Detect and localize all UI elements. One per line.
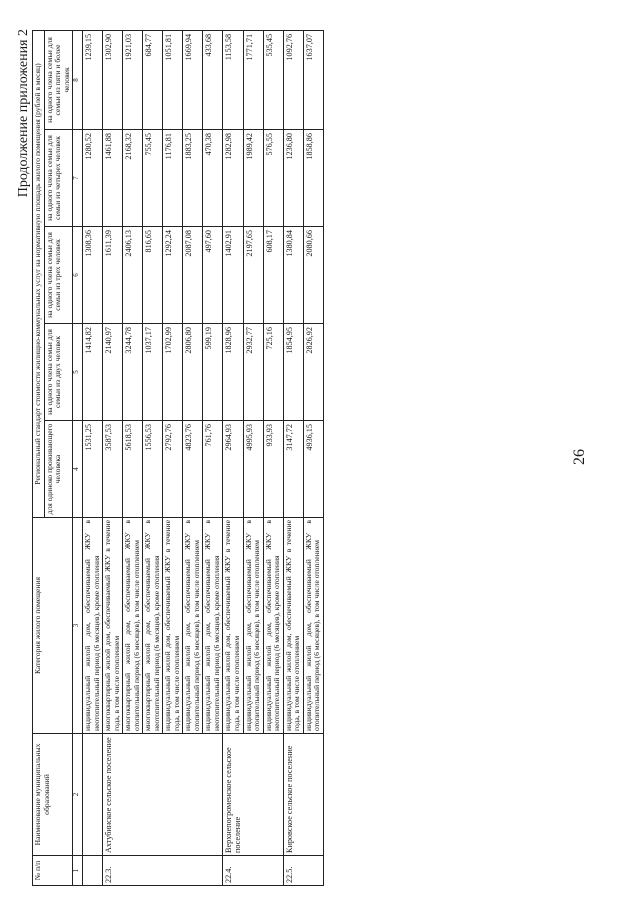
cost-value: 1828,96 (223, 324, 244, 421)
cost-value: 1414,82 (83, 324, 103, 421)
housing-category: многоквартирный жилой дом, обеспечиваемый ЖКУ в неотопительный период (6 месяцев), кроме отопления (143, 518, 163, 734)
cost-value: 684,77 (143, 30, 163, 129)
cost-value: 1176,81 (163, 130, 183, 227)
cost-value: 1092,76 (283, 30, 303, 129)
row-index (203, 856, 223, 886)
cost-value: 725,16 (263, 324, 283, 421)
cost-value: 1702,99 (163, 324, 183, 421)
cost-value: 1236,80 (283, 130, 303, 227)
cost-value: 3147,72 (283, 421, 303, 518)
housing-category: индивидуальный жилой дом, обеспечиваемый ЖКУ в течение года, в том числе отоплением (283, 518, 303, 734)
cost-value: 1282,98 (223, 130, 244, 227)
municipality-name (243, 734, 263, 856)
cost-value: 1461,88 (103, 130, 123, 227)
cost-value: 2792,76 (163, 421, 183, 518)
cost-value: 1239,15 (83, 30, 103, 129)
housing-standard-table (32, 30, 324, 886)
cost-value: 433,68 (203, 30, 223, 129)
column-number: 7 (73, 130, 83, 227)
table-row (163, 30, 183, 885)
column-number: 2 (73, 734, 83, 856)
municipality-name (83, 734, 103, 856)
municipality-name: Верхнепогроменское сельское поселение (223, 734, 244, 856)
cost-value: 2826,92 (303, 324, 323, 421)
cost-value: 1308,36 (83, 227, 103, 324)
table-row (143, 30, 163, 885)
cost-value: 2197,65 (243, 227, 263, 324)
cost-value: 2964,93 (223, 421, 244, 518)
cost-value: 2140,97 (103, 324, 123, 421)
header-category: Категория жилого помещения (33, 518, 73, 734)
cost-value: 4995,93 (243, 421, 263, 518)
cost-value: 1669,94 (183, 30, 203, 129)
column-number: 3 (73, 518, 83, 734)
cost-value: 470,38 (203, 130, 223, 227)
column-number: 4 (73, 421, 83, 518)
cost-value: 1611,39 (103, 227, 123, 324)
header-two-person: на одного члена семьи для семьи из двух человек (44, 324, 73, 421)
table-row (263, 30, 283, 885)
column-number: 6 (73, 227, 83, 324)
column-number: 8 (73, 30, 83, 129)
cost-value: 1989,42 (243, 130, 263, 227)
cost-value: 1883,25 (183, 130, 203, 227)
header-three-person: на одного члена семьи для семьи из трех человек (44, 227, 73, 324)
cost-value: 2087,08 (183, 227, 203, 324)
housing-category: индивидуальный жилой дом, обеспечиваемый ЖКУ в отопительный период (6 месяцев), в том числе отоплением (243, 518, 263, 734)
cost-value: 4936,15 (303, 421, 323, 518)
housing-category: индивидуальный жилой дом, обеспечиваемый ЖКУ в неотопительный период (6 месяцев), кроме отопления (83, 518, 103, 734)
cost-value: 599,19 (203, 324, 223, 421)
municipality-name (183, 734, 203, 856)
municipality-name (123, 734, 143, 856)
cost-value: 933,93 (263, 421, 283, 518)
cost-value: 1037,17 (143, 324, 163, 421)
header-municipality: Наименование муниципальных образований (33, 734, 73, 856)
cost-value: 1556,53 (143, 421, 163, 518)
cost-value: 3587,53 (103, 421, 123, 518)
table-body (83, 30, 324, 885)
table-row (123, 30, 143, 885)
cost-value: 2932,77 (243, 324, 263, 421)
cost-value: 1771,71 (243, 30, 263, 129)
cost-value: 816,65 (143, 227, 163, 324)
municipality-name (263, 734, 283, 856)
municipality-name: Кировское сельское поселение (283, 734, 303, 856)
municipality-name (303, 734, 323, 856)
table-row (283, 30, 303, 885)
row-index (123, 856, 143, 886)
housing-category: индивидуальный жилой дом, обеспечиваемый ЖКУ в неотопительный период (6 месяцев), кроме отопления (263, 518, 283, 734)
row-index (163, 856, 183, 886)
header-five-plus-person: на одного члена семьи для семьи из пяти и более человек (44, 30, 73, 129)
row-index (83, 856, 103, 886)
row-index (303, 856, 323, 886)
cost-value: 1153,58 (223, 30, 244, 129)
row-index: 22.4. (223, 856, 244, 886)
cost-value: 497,60 (203, 227, 223, 324)
cost-value: 1051,81 (163, 30, 183, 129)
row-index: 22.5. (283, 856, 303, 886)
column-number-row (73, 30, 83, 885)
municipality-name (143, 734, 163, 856)
row-index (243, 856, 263, 886)
header-number: № п/п (33, 856, 73, 886)
cost-value: 608,17 (263, 227, 283, 324)
cost-value: 1637,07 (303, 30, 323, 129)
municipality-name (203, 734, 223, 856)
table-row (183, 30, 203, 885)
header-regional-standard: Региональный стандарт стоимости жилищно-коммунальных услуг на нормативную площадь жилого помещения (рублей в месяц) (33, 30, 45, 517)
cost-value: 1280,52 (83, 130, 103, 227)
cost-value: 1402,91 (223, 227, 244, 324)
cost-value: 2806,80 (183, 324, 203, 421)
cost-value: 761,76 (203, 421, 223, 518)
table-row (203, 30, 223, 885)
cost-value: 2406,13 (123, 227, 143, 324)
municipality-name (163, 734, 183, 856)
housing-category: индивидуальный жилой дом, обеспечиваемый ЖКУ в отопительный период (6 месяцев), в том числе отоплением (183, 518, 203, 734)
municipality-name: Ахтубинское сельское поселение (103, 734, 123, 856)
cost-value: 3244,78 (123, 324, 143, 421)
cost-value: 576,55 (263, 130, 283, 227)
row-index (143, 856, 163, 886)
housing-category: индивидуальный жилой дом, обеспечиваемый ЖКУ в неотопительный период (6 месяцев), кроме отопления (203, 518, 223, 734)
housing-category: многоквартирный жилой дом, обеспечиваемый ЖКУ в течение года, в том числе отоплением (103, 518, 123, 734)
header-single-person: для одиноко проживающего человека (44, 421, 73, 518)
row-index (263, 856, 283, 886)
table-row (243, 30, 263, 885)
cost-value: 2080,66 (303, 227, 323, 324)
page-number: 26 (571, 449, 588, 465)
table-row (223, 30, 244, 885)
cost-value: 1858,86 (303, 130, 323, 227)
cost-value: 1292,24 (163, 227, 183, 324)
housing-category: многоквартирный жилой дом, обеспечиваемый ЖКУ в отопительный период (6 месяцев), в том числе отоплением (123, 518, 143, 734)
cost-value: 5618,53 (123, 421, 143, 518)
cost-value: 1531,25 (83, 421, 103, 518)
row-index: 22.3. (103, 856, 123, 886)
table-row (103, 30, 123, 885)
table-header (33, 30, 83, 885)
continuation-title: Продолжение приложения 2 (16, 29, 31, 198)
cost-value: 2168,32 (123, 130, 143, 227)
table-row (303, 30, 323, 885)
cost-value: 1854,95 (283, 324, 303, 421)
cost-value: 1302,90 (103, 30, 123, 129)
cost-value: 1921,03 (123, 30, 143, 129)
column-number: 1 (73, 856, 83, 886)
housing-category: индивидуальный жилой дом, обеспечиваемый ЖКУ в отопительный период (6 месяцев), в том числе отоплением (303, 518, 323, 734)
column-number: 5 (73, 324, 83, 421)
row-index (183, 856, 203, 886)
cost-value: 4823,76 (183, 421, 203, 518)
cost-value: 535,45 (263, 30, 283, 129)
header-four-person: на одного члена семьи для семьи из четырех человек (44, 130, 73, 227)
housing-category: индивидуальный жилой дом, обеспечиваемый ЖКУ в течение года, в том числе отоплением (223, 518, 244, 734)
table-row (83, 30, 103, 885)
cost-value: 755,45 (143, 130, 163, 227)
cost-value: 1380,84 (283, 227, 303, 324)
housing-category: индивидуальный жилой дом, обеспечиваемый ЖКУ в течение года, в том числе отоплением (163, 518, 183, 734)
